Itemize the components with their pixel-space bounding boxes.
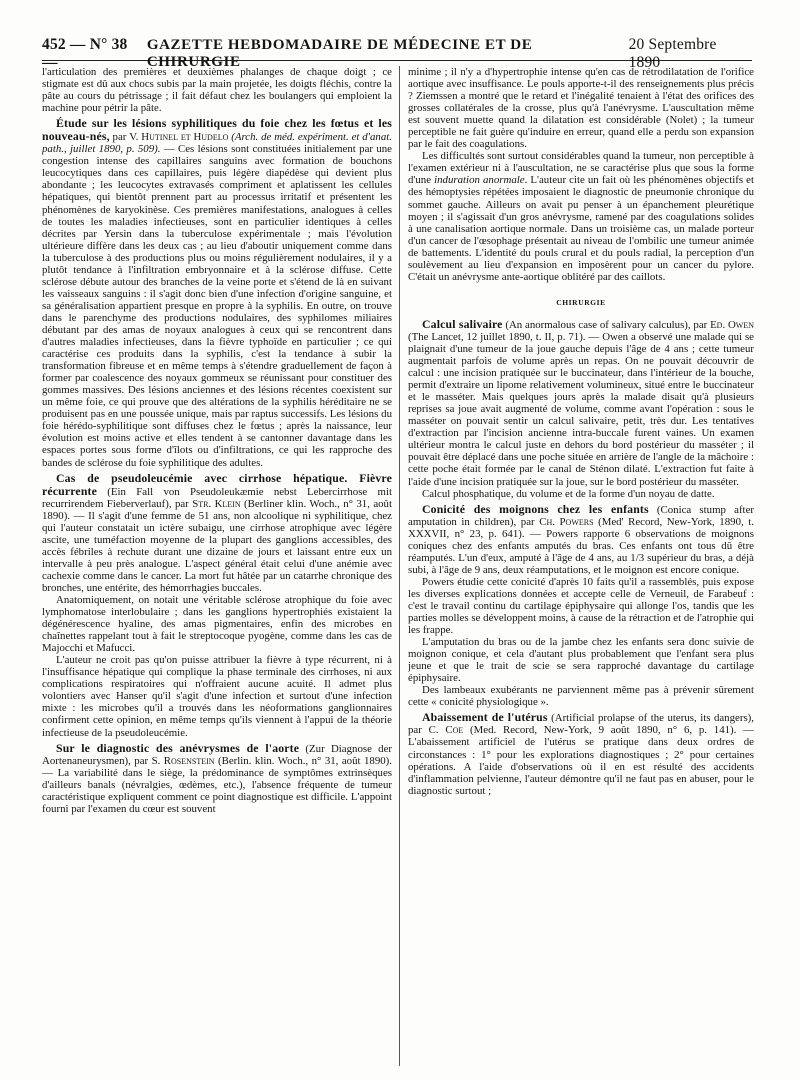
article-continuation: minime ; il n'y a d'hypertrophie intense qu'en cas de rétrodilatation de l'orifice aortique avec insuffisance. Le pouls apporte-t-il des renseignements plus précis ? Ziemssen a montré que le retard et l'inégalité tenaient à l'état des orifices des grosses collatérales de la crosse, plus qu'à l'anévrysme. L'auscultation même est souvent muette quand la dilatation est considérable (Nolet) ; la tumeur perceptible ne fait guère qu'induire en erreur, quand elle a perdu son expansion par le fait des coagulations. xyxy=(408,66,754,151)
article-paragraph: Calcul phosphatique, du volume et de la forme d'un noyau de datte. xyxy=(422,487,715,500)
article-author: Ed. Owen xyxy=(710,318,754,331)
article-body: (Berlin. klin. Woch., n° 31, août 1890). — La variabilité dans le siège, la prédominance de symptômes extrinsèques d'ailleurs banals (névralgies, œdèmes, etc.), l'absence fréquente de tumeur caractéristique expliquent comment ce point diagnostique est difficile. L'appoint fourni par l'examen du cœur est souvent xyxy=(42,754,392,815)
intro-paragraph: l'articulation des premières et deuxièmes phalanges de chaque doigt ; ce stigmate est dû aux chocs subis par la main projetée, les doigts fléchis, contre la pâte au cours du pétrissage ; il fait défaut chez les boulangers qui emploient la machine pour pétrir la pâte. xyxy=(42,66,392,115)
article-title: Cas de pseudoleucémie avec cirrhose hépatique. Fièvre récurrente xyxy=(42,470,392,498)
issue-date: 20 Septembre 1890 xyxy=(628,36,717,71)
article-author: Ch. Powers xyxy=(539,515,594,528)
right-column xyxy=(408,66,754,1066)
article-title: Calcul salivaire xyxy=(422,316,503,331)
article-author: V. Hutinel et Hudelo xyxy=(129,131,229,144)
article-aortic-aneurysm: Sur le diagnostic des anévrysmes de l'aorte (Zur Diagnose der Aortenaneurysmen), par S. Rosenstein (Berlin. klin. Woch., n° 31, août 1890). — La variabilité dans le siège, la prédominance de symptômes extrinsèques d'ailleurs banals (névralgies, œdèmes, etc.), l'absence fréquente de tumeur caractéristique expliquent comment ce point diagnostique est difficile. L'appoint fourni par l'examen du cœur est souvent xyxy=(42,740,392,815)
journal-title: GAZETTE HEBDOMADAIRE DE MÉDECINE ET DE CHIRURGIE xyxy=(146,37,533,70)
article-pseudoleukemia: Cas de pseudoleucémie avec cirrhose hépatique. Fièvre récurrente (Ein Fall von Pseudoleukæmie nebst Lebercirrhose mit recurrirendem Fieberverlauf), par Str. Klein (Berliner klin. Woch., n° 31, août 1890). — Il s'agit d'une femme de 51 ans, non alcoolique ni syphilitique, chez qui l'auteur constatait un ictère subaigu, une cirrhose atrophique avec légère ascite, une tuméfaction moyenne de la plupart des ganglions accessibles, des accès fébriles à rechute durant une dizaine de jours et laissant entre eux un intervalle à peu près analogue. L'aspect général était celui d'une anémie avec cachexie comme dans le cancer. La mort fut hâtée par un catarrhe chronique des bronches, une entérite, des hémorrhagies buccales. xyxy=(42,470,392,594)
left-column xyxy=(42,66,392,1066)
article-body: (The Lancet, 12 juillet 1890, t. II, p. 71). — Owen a observé une malade qui se plaignait d'une tumeur de la joue gauche depuis l'âge de 4 ans ; cette tumeur augmentait parfois de volume après un repas. On ne pouvait découvrir de calcul : une incision pratiquée sur le buccinateur, dans l'intérieur de la bouche, permit d'extraire un lipome relativement volumineux, situé entre le buccinateur et le masséter. Mais quelques jours après la malade disait qu'à plusieurs reprises sa joue avait augmenté de volume, comme avant l'opération : sous le masséter on pouvait sentir un calcul salivaire, petit, très dur. Les tentatives d'extraction par l'incision ancienne intra-buccale furent vaines. Un examen ultérieur montra le calcul juste en dehors du bord postérieur du masséter ; il pouvait être déplacé dans une poche située en arrière de l'angle de la mâchoire : cette poche était formée par le canal de Sténon dilaté. L'extraction fut faite à l'aide d'une incision pratiquée sur la joue, sur le bord postérieur du masséter. xyxy=(408,330,754,488)
article-title: Étude sur les lésions syphilitiques du foie chez les fœtus et les nouveau-nés, xyxy=(42,116,392,144)
article-paragraph: Les difficultés sont surtout considérables quand la tumeur, non perceptible à l'examen extérieur ni à l'auscultation, ne se caractérise plus que sous la forme d'une induration anormale. L'auteur cite un fait où les phénomènes objectifs et des hémoptysies répétées imposaient le diagnostic de pneumonie chronique du sommet gauche. Ailleurs on avait pu penser à un épanchement pleurétique moyen ; il s'agissait d'un gros anévrysme, ramené par des coagulations solides à une canalisation aortique normale. Dans un troisième cas, un malade porteur d'un cancer de l'œsophage présentait au niveau de l'ombilic une tumeur animée de battements. L'identité du pouls crural et du pouls radial, la perception d'un soulèvement au lieu d'expansion en imposèrent pour un cancer du pylore. C'était un anévrysme ante-aortique oblitéré par des caillots. xyxy=(408,150,754,283)
article-uterine-prolapse: Abaissement de l'utérus (Artificial prolapse of the uterus, its dangers), par C. Coe (Med. Record, New-York, 9 août 1890, n° 6, p. 141). — L'abaissement artificiel de l'utérus se pratique dans deux ordres de circonstances : 1° pour les explorations diagnostiques ; 2° pour certaines opérations. A l'aide d'observations où il en est résulté des accidents d'inflammation pelvienne, l'auteur démontre qu'il ne faut pas en abuser, pour le diagnostic surtout ; xyxy=(408,710,754,797)
article-citation: (Arch. de méd. expériment. et d'anat. path., juillet 1890, p. 509). xyxy=(42,131,392,156)
article-paragraph: L'amputation du bras ou de la jambe chez les enfants sera donc suivie de moignon conique, et cela d'autant plus probablement que l'enfant sera plus jeune et que le trait de scie se sera rapproché davantage du cartilage épiphysaire. xyxy=(408,636,754,685)
emphasis-term: induration anormale xyxy=(434,174,525,187)
article-author: Str. Klein xyxy=(192,497,241,510)
article-paragraph: L'auteur ne croit pas qu'on puisse attribuer la fièvre à type récurrent, ni à l'insuffisance hépatique qui complique la phase terminale des cirrhoses, ni aux complications respiratoires qui n'offraient aucune acuité. Il admet plus volontiers avec Hanser qu'il s'agit d'une infection et surtout d'une infection mixte : les microbes qu'il a trouvés dans les néoformations ganglionnaires confirment cette opinion, en même temps qu'ils viennent à l'appui de la théorie infectieuse de la pseudoleucémie. xyxy=(42,654,392,739)
article-author: S. Rosenstein xyxy=(151,754,215,767)
page-header xyxy=(42,36,752,71)
article-title: Conicité des moignons chez les enfants xyxy=(422,501,649,516)
section-heading: CHIRURGIE xyxy=(556,297,606,307)
article-body: (Med. Record, New-York, 9 août 1890, n° 6, p. 141). — L'abaissement artificiel de l'utérus se pratique dans deux ordres de circonstances : 1° pour les explorations diagnostiques ; 2° pour certaines opérations. A l'aide d'observations où il en est résulté des accidents d'inflammation pelvienne, l'auteur démontre qu'il ne faut pas en abuser, pour le diagnostic surtout ; xyxy=(408,724,754,797)
article-title: Abaissement de l'utérus xyxy=(422,710,548,725)
article-body: (Med' Record, New-York, 1890, t. XXXVII, n° 23, p. 641). — Powers rapporte 6 observations de moignons coniques chez des enfants amputés du bras. Ces enfants ont tous dû être réamputés. L'un d'eux, amputé à l'âge de 4 ans, au 1/3 supérieur du bras, a déjà subi, à l'âge de 9 ans, deux réamputations, et le moignon est encore conique. xyxy=(408,515,754,576)
article-body: — Ces lésions sont constituées initialement par une congestion intense des capillaires sanguins avec formation de bouchons leucocytiques dans ces capillaires, puis légère diapédèse qui devient plus abondante ; les leucocytes extravasés compriment et aplatissent les cellules hépatiques, qui bientôt prennent part au processus irritatif et présentent les phénomènes de karyokinèse. Ces premières manifestations, analogues à celles de toutes les maladies infectieuses, sont en particulier identiques à celles décrites par Yersin dans la tuberculose expérimentale ; mais l'évolution ultérieure diffère dans les deux cas ; au lieu d'aboutir uniquement comme dans la tuberculose à des productions plus ou moins régulièrement nodulaires, il y a plutôt tendance à l'infiltration embryonnaire et à la sclérose diffuse. Cette sclérose débute autour des branches de la veine porte et s'étend de là en suivant les vaisseaux sanguins : il s'agit donc bien d'une infection d'origine sanguine, et sa généralisation appartient presque en propre à la syphilis. En outre, on trouve dans le parenchyme des productions nodulaires, des syphilomes miliaires débutant par des amas de noyaux analogues à ceux qui se rencontrent dans d'autres maladies infectieuses, dans la fièvre typhoïde en particulier ; ce qui caractérise ces produits dans la syphilis, c'est la tendance à subir la transformation fibreuse et en même temps à s'étendre graduellement de façon à former par coalescence des noyaux gommeux se réunissant pour constituer des gommes massives. Des lésions anciennes et des lésions récentes coexistent sur un même foie, ce qui prouve que des altérations de la syphilis héréditaire ne se produisent pas en une poussée unique, mais par raptus successifs. Les lésions du foie hérédo-syphilitique sont diffuses chez le fœtus ; après la naissance, leur évolution est moins active et elles tendent à se cantonner davantage dans les espaces portes sous forme d'îlots ou d'infiltrations, ce qui les rapproche des bandes de sclérose du foie syphilitique des adultes. xyxy=(42,143,392,469)
article-paragraph: Powers étudie cette conicité d'après 10 faits qu'il a rassemblés, puis expose les diverses explications données et accepte celle de Verneuil, de Farabeuf : c'est le travail continu du cartilage épiphysaire qui allonge l'os, tandis que les parties molles se développent moins, à cause de la rétraction et de l'atrophie qui les frappe. xyxy=(408,575,754,637)
article-title: Sur le diagnostic des anévrysmes de l'aorte xyxy=(56,740,300,755)
article-syphilitic-liver: Étude sur les lésions syphilitiques du foie chez les fœtus et les nouveau-nés, par V. Hutinel et Hudelo (Arch. de méd. expériment. et d'anat. path., juillet 1890, p. 509). — Ces lésions sont constituées initialement par une congestion intense des capillaires sanguins avec formation de bouchons leucocytiques dans ces capillaires, puis légère diapédèse qui devient plus abondante ; les leucocytes extravasés compriment et aplatissent les cellules hépatiques, qui bientôt prennent part au processus irritatif et présentent les phénomènes de karyokinèse. Ces premières manifestations, analogues à celles de toutes les maladies infectieuses, sont en particulier identiques à celles décrites par Yersin dans la tuberculose expérimentale ; mais l'évolution ultérieure diffère dans les deux cas ; au lieu d'aboutir uniquement comme dans la tuberculose à des productions plus ou moins régulièrement nodulaires, il y a plutôt tendance à l'infiltration embryonnaire et à la sclérose diffuse. Cette sclérose débute autour des branches de la veine porte et s'étend de là en suivant les vaisseaux sanguins : il s'agit donc bien d'une infection d'origine sanguine, et sa généralisation appartient presque en propre à la syphilis. En outre, on trouve dans le parenchyme des productions nodulaires, des syphilomes miliaires débutant par des amas de noyaux analogues à ceux qui se rencontrent dans d'autres maladies infectieuses, dans la fièvre typhoïde en particulier ; ce qui caractérise ces produits dans la syphilis, c'est la tendance à subir la transformation fibreuse et en même temps à s'étendre graduellement de façon à former par coalescence des noyaux gommeux se réunissant pour constituer des gommes massives. Des lésions anciennes et des lésions récentes coexistent sur un même foie, ce qui prouve que des altérations de la syphilis héréditaire ne se produisent pas en une poussée unique, mais par raptus successifs. Les lésions du foie hérédo-syphilitique sont diffuses chez le fœtus ; après la naissance, leur évolution est moins active et elles tendent à se cantonner davantage dans les espaces portes sous forme d'îlots ou d'infiltrations, ce qui les rapproche des bandes de sclérose du foie syphilitique des adultes. xyxy=(42,116,392,469)
article-author: C. Coe xyxy=(428,724,464,737)
page-number: 452 — N° 38 — xyxy=(42,36,128,71)
article-salivary-calculus: Calcul salivaire (An anormalous case of salivary calculus), par Ed. Owen (The Lancet, 12 juillet 1890, t. II, p. 71). — Owen a observé une malade qui se plaignait d'une tumeur de la joue gauche depuis l'âge de 4 ans ; cette tumeur augmentait parfois de volume après un repas. On ne pouvait découvrir de calcul : une incision pratiquée sur le buccinateur, dans l'intérieur de la bouche, permit d'extraire un lipome relativement volumineux, situé entre le buccinateur et le masséter. Mais quelques jours après la malade disait qu'à plusieurs reprises sa joue avait augmenté de volume, comme avant l'opération : sous le masséter on pouvait sentir un calcul salivaire, petit, très dur. Les tentatives d'extraction par l'incision ancienne intra-buccale furent vaines. Un examen ultérieur montra le calcul juste en dehors du bord postérieur du masséter ; il pouvait être déplacé dans une poche située en arrière de l'angle de la mâchoire : cette poche était formée par le canal de Sténon dilaté. L'extraction fut faite à l'aide d'une incision pratiquée sur la joue, sur le bord postérieur du masséter. xyxy=(408,316,754,488)
article-paragraph: Anatomiquement, on notait une véritable sclérose atrophique du foie avec lymphomatose interlobulaire ; dans les ganglions hypertrophiés existaient la dégénérescence hyaline, des amas pigmentaires, enfin des microbes en chaînettes rappelant tout à fait le streptocoque pyogène, comme dans les cas de Majocchi et Mafucci. xyxy=(42,594,392,655)
article-body: (Berliner klin. Woch., n° 31, août 1890). — Il s'agit d'une femme de 51 ans, non alcoolique ni syphilitique, chez qui l'auteur constatait un ictère subaigu, une cirrhose atrophique avec légère ascite, une tuméfaction moyenne de la plupart des ganglions accessibles, des accès fébriles à rechute durant une dizaine de jours et laissant entre eux un intervalle à peu près analogue. L'aspect général était celui d'une anémie avec cachexie comme dans le cancer. La mort fut hâtée par un catarrhe chronique des bronches, une entérite, des hémorrhagies buccales. xyxy=(42,497,392,594)
article-conical-stumps: Conicité des moignons chez les enfants (Conica stump after amputation in children), par Ch. Powers (Med' Record, New-York, 1890, t. XXXVII, n° 23, p. 641). — Powers rapporte 6 observations de moignons coniques chez des enfants amputés du bras. Ces enfants ont tous dû être réamputés. L'un d'eux, amputé à l'âge de 4 ans, au 1/3 supérieur du bras, a déjà subi, à l'âge de 9 ans, deux réamputations, et le moignon est encore conique. xyxy=(408,501,754,576)
column-divider xyxy=(399,66,400,1066)
article-paragraph: Des lambeaux exubérants ne parviennent même pas à prévenir sûrement cette « conicité physiologique ». xyxy=(408,684,754,709)
